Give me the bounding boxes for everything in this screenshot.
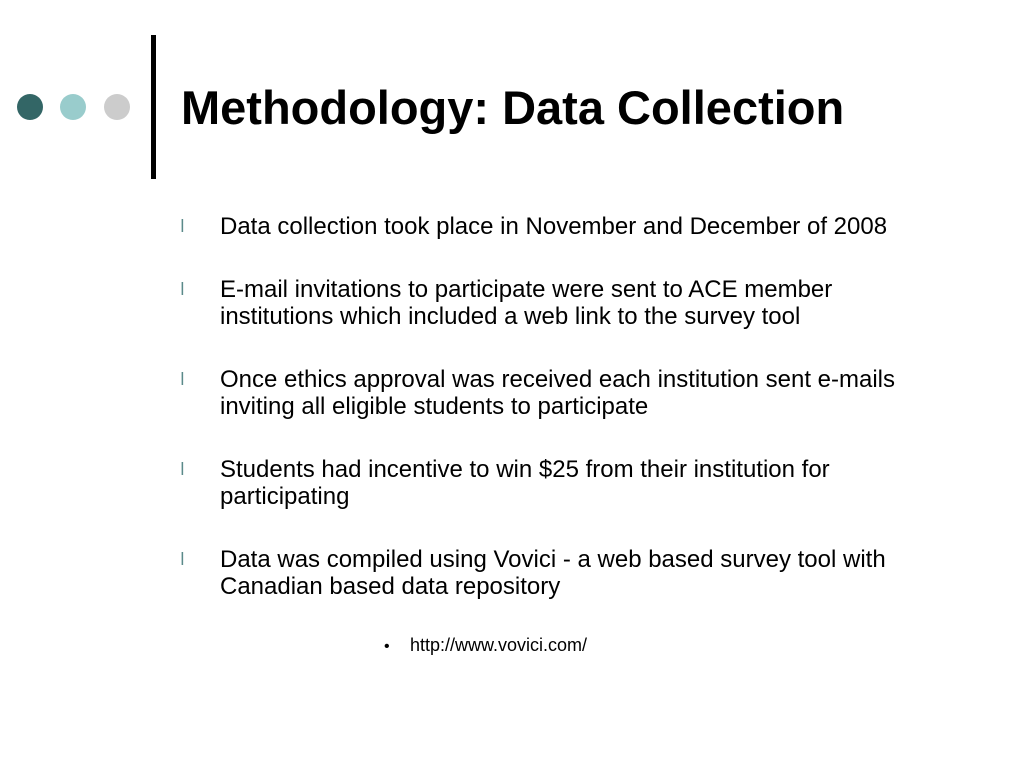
bullet-item (172, 276, 952, 330)
bullet-text: E-mail invitations to participate were sent to ACE member institutions which included a web link to the survey tool (220, 276, 833, 330)
bullet-marker-icon: l (180, 460, 185, 480)
bullet-text: Data collection took place in November and December of 2008 (220, 213, 888, 240)
sub-bullet-marker-icon: • (384, 638, 390, 655)
sub-bullet-item (384, 634, 587, 658)
decorative-dot-teal (60, 94, 86, 120)
bullet-item (172, 546, 952, 600)
bullet-marker-icon: l (180, 550, 185, 570)
bullet-marker-icon: l (180, 370, 185, 390)
bullet-list (172, 213, 952, 636)
title-divider (151, 35, 156, 179)
vovici-link[interactable]: http://www.vovici.com/ (410, 635, 588, 655)
decorative-dot-gray (104, 94, 130, 120)
bullet-marker-icon: l (180, 217, 185, 237)
slide-title: Methodology: Data Collection (181, 81, 845, 134)
bullet-text: Once ethics approval was received each institution sent e-mails inviting all eligible students to participate (220, 366, 895, 420)
bullet-item (172, 456, 952, 510)
bullet-text: Students had incentive to win $25 from their institution for participating (220, 456, 830, 510)
bullet-text: Data was compiled using Vovici - a web based survey tool with Canadian based data repository (220, 546, 886, 600)
bullet-item (172, 366, 952, 420)
bullet-marker-icon: l (180, 280, 185, 300)
decorative-dot-dark (17, 94, 43, 120)
bullet-item (172, 213, 952, 240)
